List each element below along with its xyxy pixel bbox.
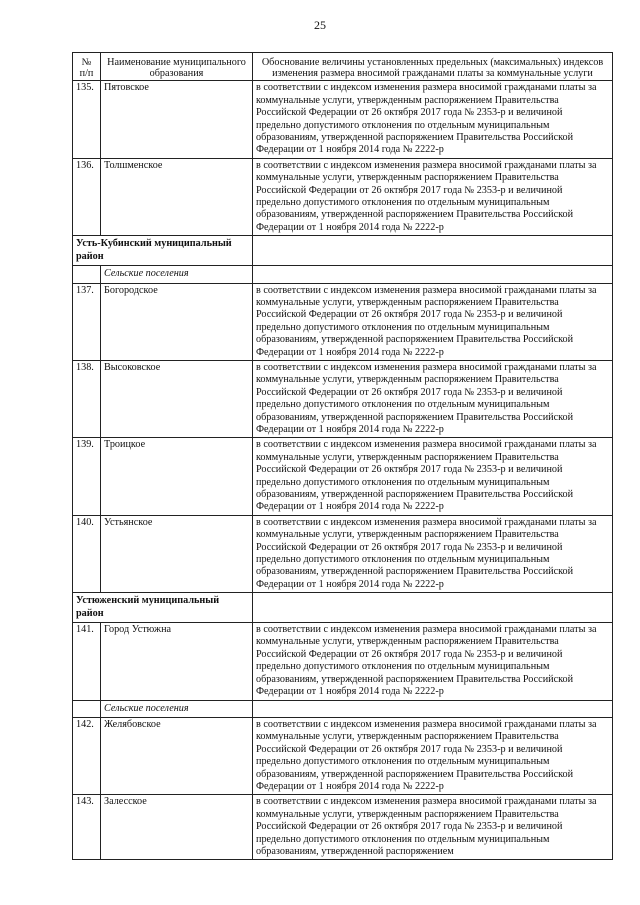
table-row bbox=[73, 360, 613, 437]
row-number: 142. bbox=[73, 717, 101, 794]
row-number: 137. bbox=[73, 283, 101, 360]
table-row bbox=[73, 81, 613, 158]
table-header-row bbox=[73, 53, 613, 81]
municipality-name: Толшменское bbox=[101, 158, 253, 235]
table-row bbox=[73, 717, 613, 794]
municipality-name: Желябовское bbox=[101, 717, 253, 794]
table-row bbox=[73, 283, 613, 360]
header-municipality: Наименование муниципального образования bbox=[101, 53, 253, 81]
table-row bbox=[73, 515, 613, 592]
row-number: 138. bbox=[73, 360, 101, 437]
row-number: 141. bbox=[73, 623, 101, 700]
district-heading: Устюженский муниципальный район bbox=[73, 593, 253, 623]
municipality-name: Устьянское bbox=[101, 515, 253, 592]
municipality-name: Город Устюжна bbox=[101, 623, 253, 700]
row-number: 135. bbox=[73, 81, 101, 158]
subheading-label: Сельские поселения bbox=[101, 700, 253, 717]
district-heading-row bbox=[73, 593, 613, 623]
basis-text: в соответствии с индексом изменения размера вносимой гражданами платы за коммунальные услуги, утвержденным распоряжением Правительства Российской Федерации от 26 октября 2017 года № 2353-р и величиной предельно допустимого отклонения по отдельным муниципальным образованиям, утвержденной распоряжением Правительства Российской Федерации от 1 ноября 2014 года № 2222-р bbox=[253, 360, 613, 437]
table-row bbox=[73, 158, 613, 235]
district-heading-blank bbox=[253, 236, 613, 266]
district-heading-blank bbox=[253, 593, 613, 623]
basis-text: в соответствии с индексом изменения размера вносимой гражданами платы за коммунальные услуги, утвержденным распоряжением Правительства Российской Федерации от 26 октября 2017 года № 2353-р и величиной предельно допустимого отклонения по отдельным муниципальным образованиям, утвержденной распоряжением Правительства Российской Федерации от 1 ноября 2014 года № 2222-р bbox=[253, 158, 613, 235]
table-row bbox=[73, 623, 613, 700]
tariff-index-table bbox=[72, 52, 613, 860]
subheading-blank-number bbox=[73, 700, 101, 717]
table-body bbox=[73, 81, 613, 860]
district-heading: Усть-Кубинский муниципальный район bbox=[73, 236, 253, 266]
subheading-row bbox=[73, 700, 613, 717]
table-row bbox=[73, 438, 613, 515]
basis-text: в соответствии с индексом изменения размера вносимой гражданами платы за коммунальные услуги, утвержденным распоряжением Правительства Российской Федерации от 26 октября 2017 года № 2353-р и величиной предельно допустимого отклонения по отдельным муниципальным образованиям, утвержденной распоряжением Правительства Российской Федерации от 1 ноября 2014 года № 2222-р bbox=[253, 515, 613, 592]
subheading-label: Сельские поселения bbox=[101, 266, 253, 283]
municipality-name: Пятовское bbox=[101, 81, 253, 158]
basis-text: в соответствии с индексом изменения размера вносимой гражданами платы за коммунальные услуги, утвержденным распоряжением Правительства Российской Федерации от 26 октября 2017 года № 2353-р и величиной предельно допустимого отклонения по отдельным муниципальным образованиям, утвержденной распоряжением Правительства Российской Федерации от 1 ноября 2014 года № 2222-р bbox=[253, 283, 613, 360]
basis-text: в соответствии с индексом изменения размера вносимой гражданами платы за коммунальные услуги, утвержденным распоряжением Правительства Российской Федерации от 26 октября 2017 года № 2353-р и величиной предельно допустимого отклонения по отдельным муниципальным образованиям, утвержденной распоряжением Правительства Российской Федерации от 1 ноября 2014 года № 2222-р bbox=[253, 717, 613, 794]
subheading-blank-number bbox=[73, 266, 101, 283]
row-number: 139. bbox=[73, 438, 101, 515]
header-basis: Обоснование величины установленных предельных (максимальных) индексов изменения размера вносимой гражданами платы за коммунальные услуги bbox=[253, 53, 613, 81]
subheading-blank-basis bbox=[253, 266, 613, 283]
subheading-row bbox=[73, 266, 613, 283]
row-number: 136. bbox=[73, 158, 101, 235]
municipality-name: Богородское bbox=[101, 283, 253, 360]
page-number: 25 bbox=[314, 18, 326, 32]
municipality-name: Троицкое bbox=[101, 438, 253, 515]
row-number: 140. bbox=[73, 515, 101, 592]
municipality-name: Высоковское bbox=[101, 360, 253, 437]
basis-text: в соответствии с индексом изменения размера вносимой гражданами платы за коммунальные услуги, утвержденным распоряжением Правительства Российской Федерации от 26 октября 2017 года № 2353-р и величиной предельно допустимого отклонения по отдельным муниципальным образованиям, утвержденной распоряжением Правительства Российской Федерации от 1 ноября 2014 года № 2222-р bbox=[253, 623, 613, 700]
row-number: 143. bbox=[73, 795, 101, 860]
basis-text: в соответствии с индексом изменения размера вносимой гражданами платы за коммунальные услуги, утвержденным распоряжением Правительства Российской Федерации от 26 октября 2017 года № 2353-р и величиной предельно допустимого отклонения по отдельным муниципальным образованиям, утвержденной распоряжением Правительства Российской Федерации от 1 ноября 2014 года № 2222-р bbox=[253, 438, 613, 515]
header-number: № п/п bbox=[73, 53, 101, 81]
district-heading-row bbox=[73, 236, 613, 266]
municipality-name: Залесское bbox=[101, 795, 253, 860]
subheading-blank-basis bbox=[253, 700, 613, 717]
basis-text: в соответствии с индексом изменения размера вносимой гражданами платы за коммунальные услуги, утвержденным распоряжением Правительства Российской Федерации от 26 октября 2017 года № 2353-р и величиной предельно допустимого отклонения по отдельным муниципальным образованиям, утвержденной распоряжением Правительства Российской Федерации от 1 ноября 2014 года № 2222-р bbox=[253, 81, 613, 158]
basis-text: в соответствии с индексом изменения размера вносимой гражданами платы за коммунальные услуги, утвержденным распоряжением Правительства Российской Федерации от 26 октября 2017 года № 2353-р и величиной предельно допустимого отклонения по отдельным муниципальным образованиям, утвержденной распоряжением bbox=[253, 795, 613, 860]
table-row bbox=[73, 795, 613, 860]
